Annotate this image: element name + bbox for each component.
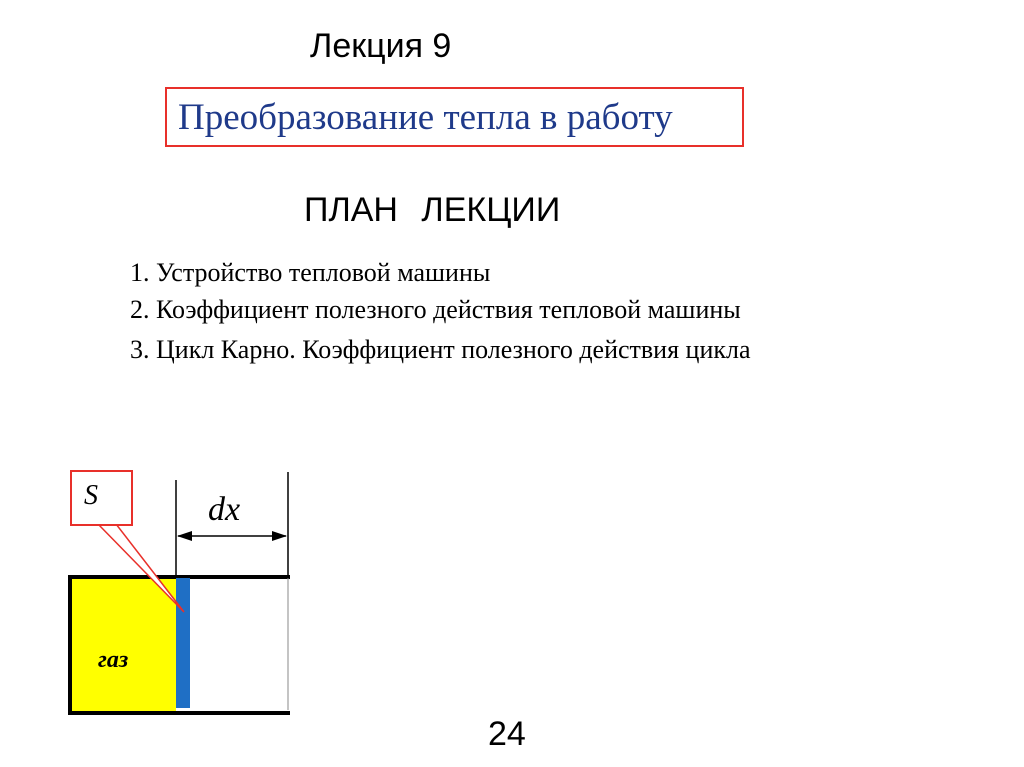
gas-label: газ xyxy=(98,647,129,673)
lecture-title: Лекция 9 xyxy=(310,27,452,65)
dx-arrow-right xyxy=(272,531,287,541)
plan-item: 1. Устройство тепловой машины xyxy=(130,258,491,287)
plan-item: 3. Цикл Карно. Коэффициент полезного действия цикла xyxy=(130,335,751,364)
dx-arrow-left xyxy=(177,531,192,541)
page-number: 24 xyxy=(488,715,526,753)
piston xyxy=(176,578,190,708)
plan-heading: ПЛАН ЛЕКЦИИ xyxy=(304,191,561,229)
plan-item: 2. Коэффициент полезного действия тепловой машины xyxy=(130,295,741,324)
topic-title: Преобразование тепла в работу xyxy=(178,97,673,138)
displacement-label: dx xyxy=(208,491,241,528)
s-callout-box xyxy=(70,470,133,526)
area-label: S xyxy=(84,480,98,511)
